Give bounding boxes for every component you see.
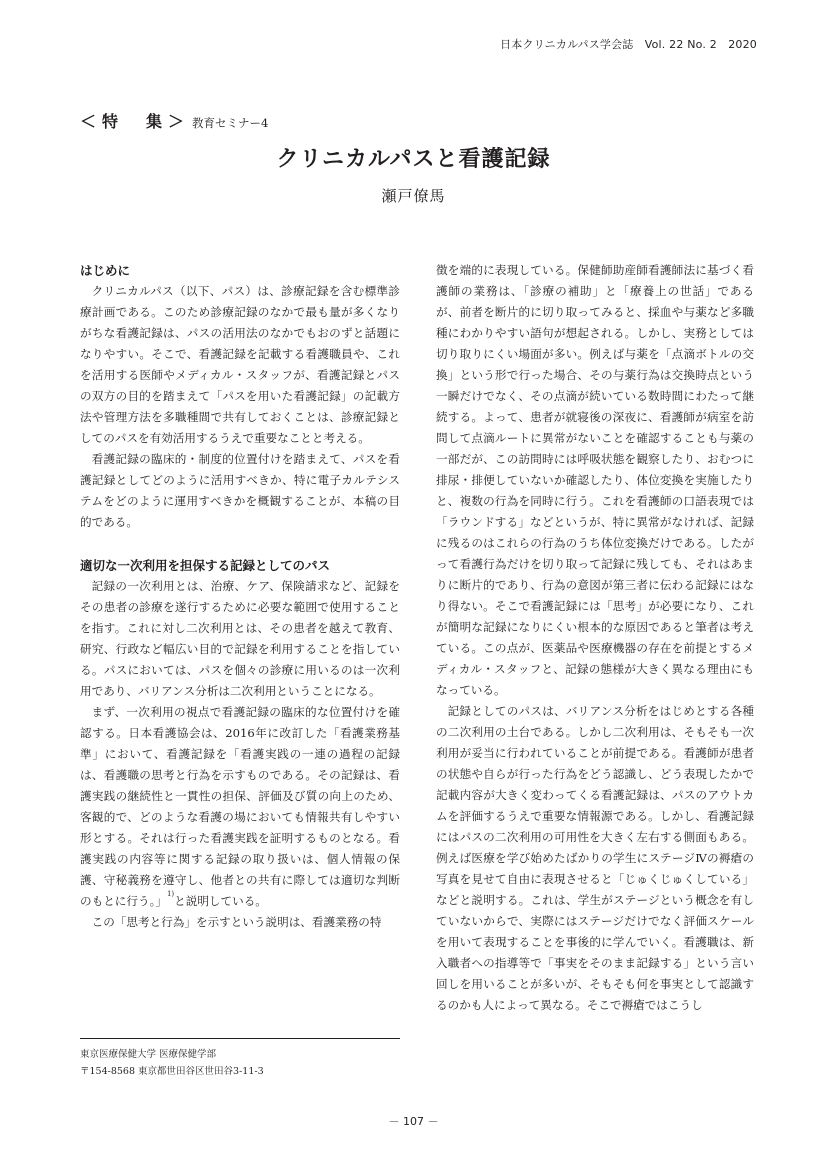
paragraph: クリニカルパス（以下、パス）は、診療記録を含む標準診療計画である。このため診療記録のなかで最も量が多くなりがちな看護記録は、パスの活用法のなかでもおのずと話題になりやすい。そこで、看護記録を記載する看護職員や、これを活用する医師やメディカル・スタッフが、看護記録とパスの双方の目的を踏まえて「パスを用いた看護記録」の記載方法や管理方法を多職種間で共有しておくことは、診療記録としてのパスを有効活用するうえで重要なことと考える。: [80, 284, 400, 445]
affiliation-address: 〒154-8568 東京都世田谷区世田谷3-11-3: [80, 1066, 264, 1077]
series-label: [80, 109, 268, 132]
paragraph: 看護記録の臨床的・制度的位置付けを踏まえて、パスを看護記録としてどのように活用すべきか、特に電子カルテシステムをどのように運用すべきかを概観することが、本稿の目的である。: [80, 452, 400, 529]
page-number: － 107 －: [388, 1115, 439, 1128]
series-subtitle: 教育セミナー4: [192, 116, 269, 130]
left-column: [80, 260, 400, 933]
paragraph-text: まず、一次利用の視点で看護記録の臨床的な位置付けを確認する。日本看護協会は、2016年に改訂した「看護業務基準」において、看護記録を「看護実践の一連の過程の記録は、看護職の思考と行為を示すものである。その記録は、看護実践の継続性と一貫性の担保、評価及び質の向上のため、客観的で、どのような看護の場においても情報共有しやすい形とする。それは行った看護実践を証明するものとなる。看護実践の内容等に関する記録の取り扱いは、個人情報の保護、守秘義務を遵守し、他者との共有に際しては適切な判断のもとに行う。」: [80, 705, 400, 908]
paragraph: 記録としてのパスは、バリアンス分析をはじめとする各種の二次利用の土台である。しかし二次利用は、そもそも一次利用が妥当に行われていることが前提である。看護師が患者の状態や自らが行った行為をどう認識し、どう表現したかで記載内容が大きく変わってくる看護記録は、パスのアウトカムを評価するうえで重要な情報源である。しかし、看護記録にはパスの二次利用の可用性を大きく左右する側面もある。例えば医療を学び始めたばかりの学生にステージⅣの褥瘡の写真を見せて自由に表現させると「じゅくじゅくしている」などと説明する。これは、学生がステージという概念を有していないからで、実際にはステージだけでなく評価スケールを用いて表現することを事後的に学んでいく。看護職は、新入職者への指導等で「事実をそのまま記録する」という言い回しを用いることが多いが、そもそも何を事実として認識するのかも人によって異なる。そこで褥瘡ではこうし: [436, 704, 754, 1012]
footnote-divider: [80, 1038, 400, 1039]
section-heading-intro: はじめに: [80, 263, 131, 278]
right-column: [436, 260, 754, 1016]
affiliation-institution: 東京医療保健大学 医療保健学部: [80, 1049, 217, 1060]
paragraph: 記録の一次利用とは、治療、ケア、保険請求など、記録をその患者の診療を遂行するために必要な範囲で使用することを指す。これに対し二次利用とは、その患者を越えて教育、研究、行政など幅広い目的で記録を利用することを指している。パスにおいては、パスを個々の診療に用いるのは一次利用であり、バリアンス分析は二次利用ということになる。: [80, 579, 400, 698]
series-bracket-label: ＜特 集＞: [80, 112, 191, 131]
paragraph-text: と説明している。: [174, 894, 267, 908]
paragraph: この「思考と行為」を示すという説明は、看護業務の特: [91, 915, 382, 929]
journal-header: 日本クリニカルパス学会誌 Vol. 22 No. 2 2020: [500, 38, 757, 51]
reference-marker[interactable]: 1): [166, 890, 175, 898]
author-affiliation: [80, 1046, 264, 1080]
paragraph: [80, 702, 400, 912]
section-heading-primary-use: 適切な一次利用を担保する記録としてのパス: [80, 558, 331, 573]
article-author: 瀬戸僚馬: [381, 187, 446, 205]
paragraph: 徴を端的に表現している。保健師助産師看護師法に基づく看護師の業務は、「診療の補助」と「療養上の世話」であるが、前者を断片的に切り取ってみると、採血や与薬など多職種にわかりやすい語句が想起される。しかし、実務としては切り取りにくい場面が多い。例えば与薬を「点滴ボトルの交換」という形で行った場合、その与薬行為は交換時点という一瞬だけでなく、その点滴が続いている数時間にわたって継続する。よって、患者が就寝後の深夜に、看護師が病室を訪問して点滴ルートに異常がないことを確認することも与薬の一部だが、この訪問時には呼吸状態を観察したり、おむつに排尿・排便していないか確認したり、体位変換を実施したりと、複数の行為を同時に行う。これを看護師の口語表現では「ラウンドする」などというが、特に異常がなければ、記録に残るのはこれらの行為のうち体位変換だけである。したがって看護行為だけを切り取って記録に残しても、それはあまりに断片的であり、行為の意図が第三者に伝わる記録にはなり得ない。そこで看護記録には「思考」が必要になり、これが簡明な記録になりにくい根本的な原因であると筆者は考えている。この点が、医薬品や医療機器の存在を前提とするメディカル・スタッフと、記録の態様が大きく異なる理由にもなっている。: [436, 263, 754, 697]
article-title: クリニカルパスと看護記録: [276, 147, 551, 172]
